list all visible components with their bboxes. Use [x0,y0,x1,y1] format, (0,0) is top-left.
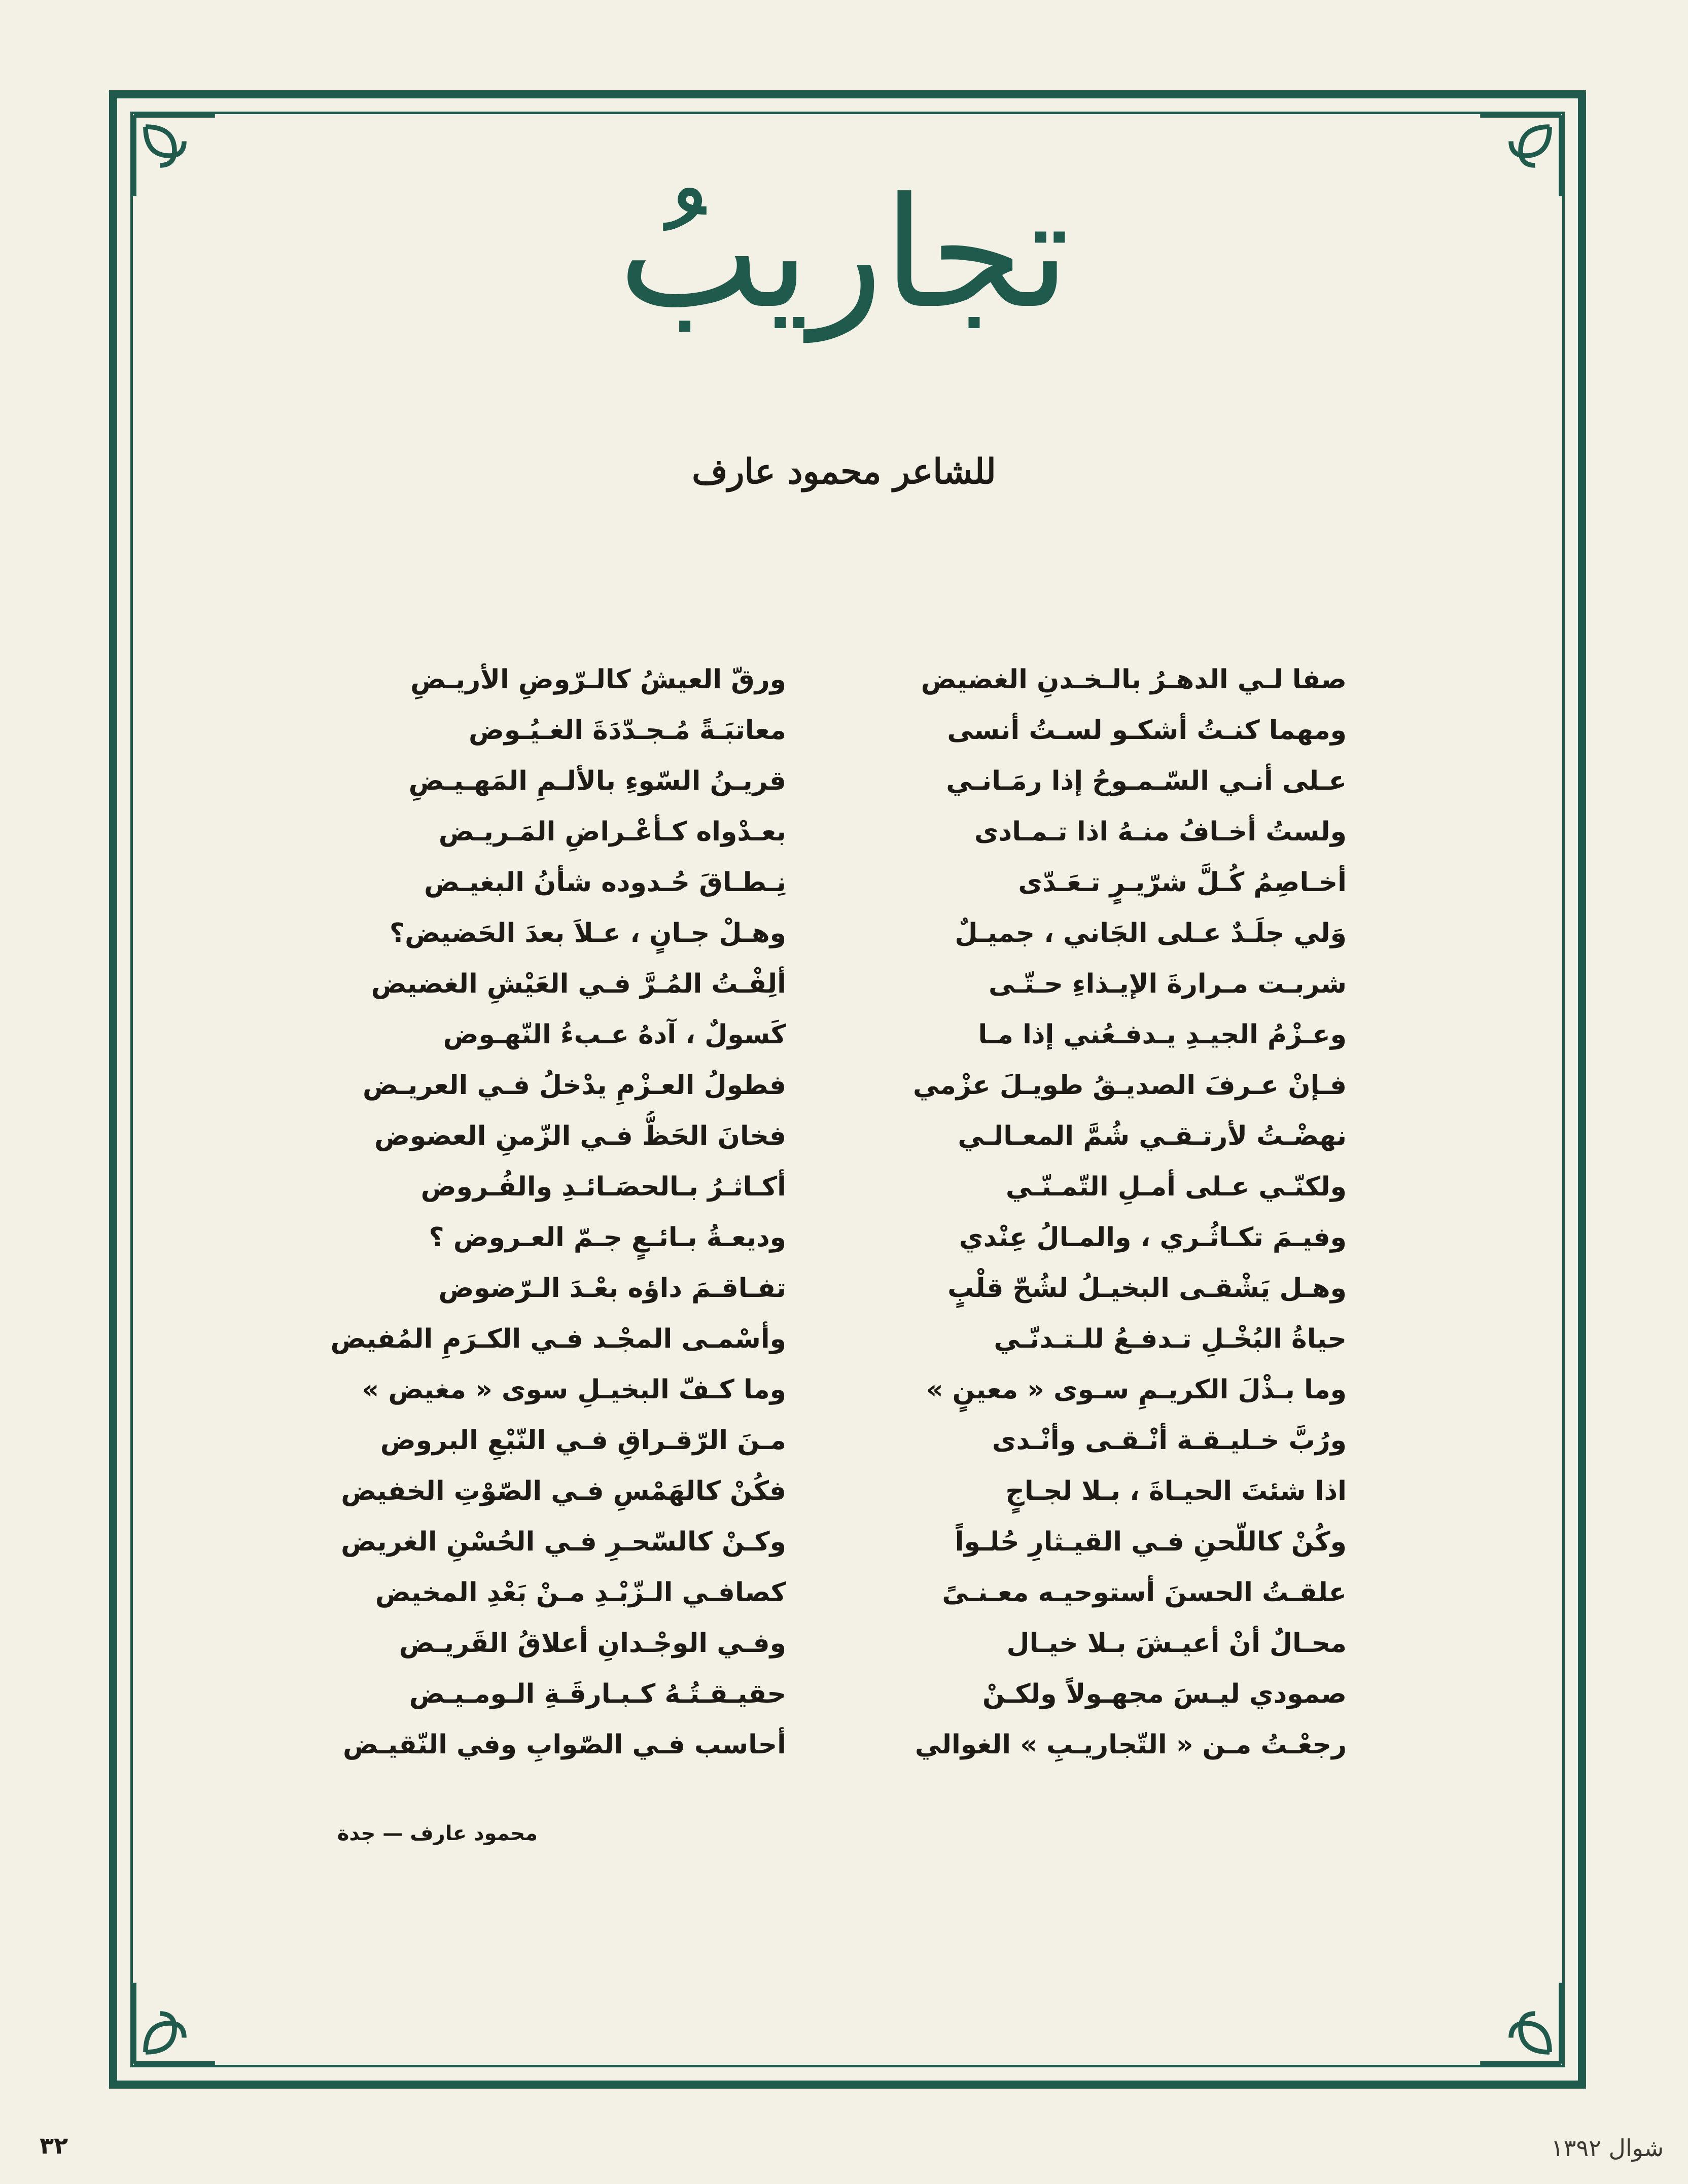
verse-line: حقيـقـتُـهُ كـبـارقَـةِ الـومـيـض [409,1679,786,1709]
verse-line: نِـطـاقَ حُـدوده شأنُ البغيـض [424,867,786,898]
poem-title: تجاريبُ [618,165,1070,342]
verse-line: اذا شئتَ الحيـاةَ ، بـلا لجـاجٍ [1005,1476,1347,1506]
verse-line: فكُنْ كالهَمْسِ فـي الصّوْتِ الخفيض [341,1476,786,1506]
verse-line: بعـدْواه كـأعْـراضِ المَـريـض [438,817,786,847]
verse-line: صمودي ليـسَ مجهـولاً ولكـنْ [982,1679,1347,1709]
verse-line: رجعْـتُ مـن « التّجاريـبِ » الغوالي [915,1730,1347,1760]
poem-author: للشاعر محمود عارف [692,451,996,492]
verse-line: ألِفْـتُ المُـرَّ فـي العَيْشِ الغضيض [371,969,786,999]
verse-line: وهـلْ جـانٍ ، عـلاَ بعدَ الحَضيض؟ [389,918,786,948]
verse-line: كَسولٌ ، آدهُ عـبءُ النّهـوض [443,1019,786,1050]
verse-line: ولستُ أخـافُ منـهُ اذا تـمـادى [974,817,1347,847]
verse-line: عـلى أنـي السّـمـوحُ إذا رمَـانـي [946,766,1347,796]
verse-line: وعـزْمُ الجيـدِ يـدفـعُني إذا مـا [978,1019,1347,1050]
verse-line: ولكنّـي عـلى أمـلِ التّمـنّـي [1005,1172,1347,1202]
corner-ornament-icon [1472,1975,1569,2071]
verse-line: وفيـمَ تكـاثُـري ، والمـالُ عِنْدي [959,1222,1347,1253]
verse-line: أكـاثـرُ بـالحصَـائـدِ والفُـروض [420,1172,786,1202]
verse-line: وما كـفّ البخيـلِ سوى « مغيض » [362,1375,786,1405]
verse-line: محـالٌ أنْ أعيـشَ بـلا خيـال [1006,1628,1347,1659]
verse-line: وكُنْ كاللّحنِ فـي القيـثارِ حُلـواً [955,1527,1347,1557]
verse-line: نهضْـتُ لأرتـقـي شُمَّ المعـالـي [958,1121,1347,1151]
verse-line: كصافـي الـزّبْـدِ مـنْ بَعْدِ المخيض [375,1577,786,1608]
verse-line: معاتبَـةً مُـجـدّدَةَ الغـيُـوض [468,715,786,746]
poem-column-left [320,654,786,1770]
verse-line: فخانَ الحَظُّ فـي الزّمنِ العضوض [374,1121,786,1151]
verse-line: أحاسب فـي الصّوابِ وفي النّقيـض [342,1730,786,1760]
poem-signature: محمود عارف — جدة [337,1822,538,1845]
verse-line: فطولُ العـزْمِ يدْخلُ فـي العريـض [363,1070,786,1101]
verse-line: شربـت مـرارةَ الإيـذاءِ حـتّـى [988,969,1347,999]
verse-line: مـنَ الرّقـراقِ فـي النّبْعِ البروض [380,1425,786,1456]
verse-line: ورقّ العيشُ كالـرّوضِ الأريـضِ [410,664,786,695]
issue-date: شوال ١٣٩٢ [1551,2134,1664,2162]
verse-line: علقـتُ الحسنَ أستوحيـه معـنـىً [942,1577,1347,1608]
verse-line: وديعـةُ بـائـعٍ جـمّ العـروض ؟ [429,1222,786,1253]
verse-line: وكـنْ كالسّحـرِ فـي الحُسْنِ الغريض [341,1527,786,1557]
verse-line: فـإنْ عـرفَ الصديـقُ طويـلَ عزْمي [913,1070,1347,1101]
verse-line: أخـاصِمُ كُـلَّ شرّيـرٍ تـعَـدّى [1018,867,1347,898]
verse-line: صفا لـي الدهـرُ بالـخـدنِ الغضيض [921,664,1347,695]
verse-line: ورُبَّ خـليـقـة أنْـقـى وأنْـدى [992,1425,1347,1456]
verse-line: وأسْمـى المجْـد فـي الكـرَمِ المُفيض [330,1324,786,1354]
page-number: ٣٢ [40,2132,68,2159]
verse-line: حياةُ البُخْـلِ تـدفـعُ للـتـدنّـي [994,1324,1347,1354]
corner-ornament-icon [126,1975,223,2071]
verse-line: تفـاقـمَ داؤه بعْـدَ الـرّضوض [438,1273,786,1304]
verse-line: وفـي الوجْـدانِ أعلاقُ القَريـض [399,1628,786,1659]
verse-line: وهـل يَشْقـى البخيـلُ لشُحّ قلْبٍ [947,1273,1347,1304]
verse-line: وما بـذْلَ الكريـمِ سـوى « معينٍ » [926,1375,1347,1405]
verse-line: وَلي جلَـدٌ عـلى الجَاني ، جميـلٌ [955,918,1347,948]
verse-line: قريـنُ السّوءِ بالألـمِ المَهـيـضِ [408,766,786,796]
verse-line: ومهما كنـتُ أشكـو لسـتُ أنسى [947,715,1347,746]
poem-column-right [880,654,1347,1770]
